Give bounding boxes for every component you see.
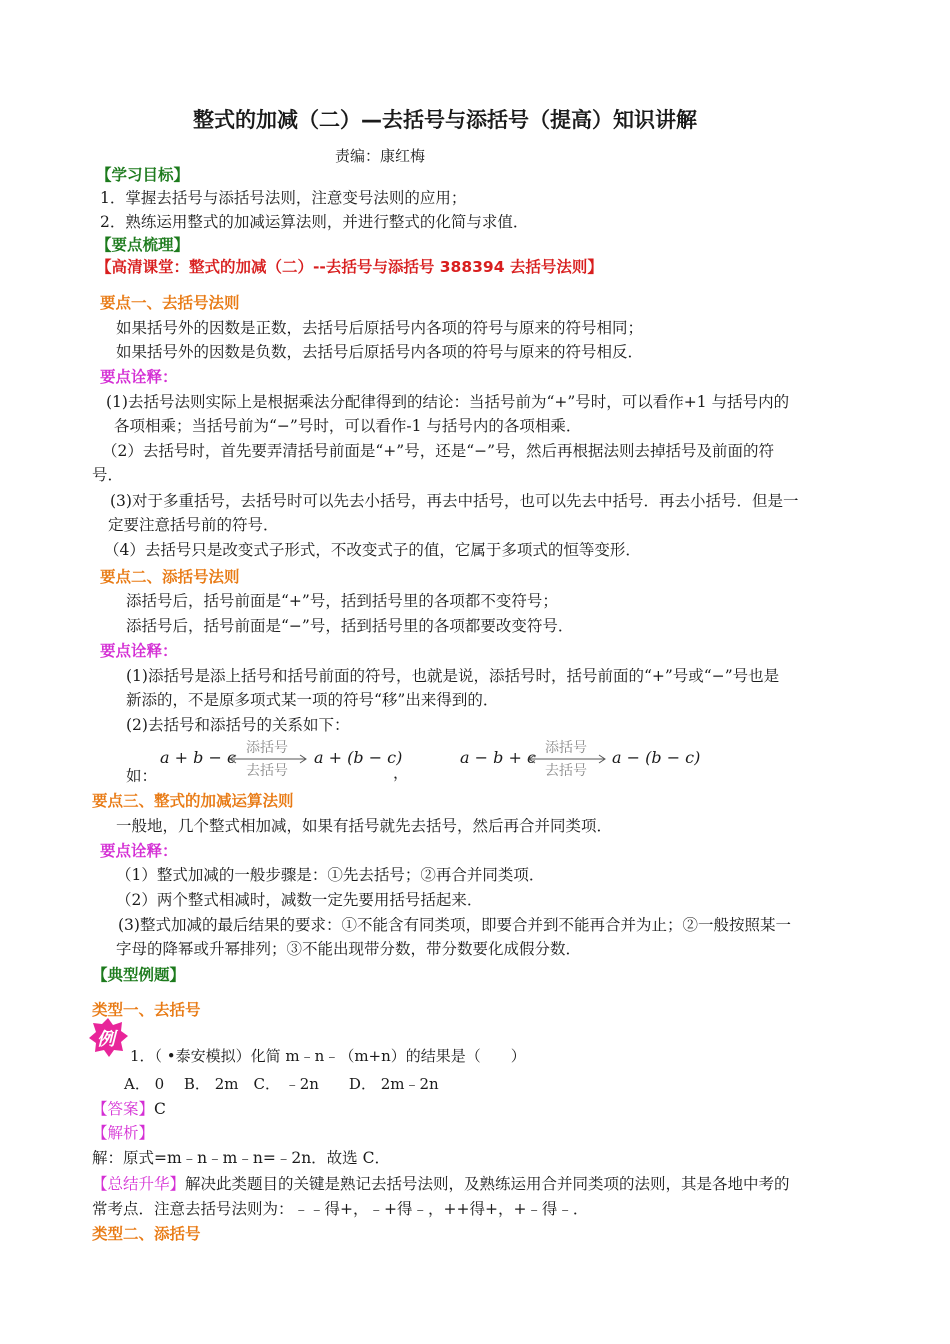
point2-note: (2)去括号和添括号的关系如下：	[126, 716, 350, 734]
formula1-right: a + (b − c)	[314, 748, 403, 767]
question-1: 1．（ •泰安模拟）化简 m﹣n﹣（m+n）的结果是（ ）	[130, 1047, 526, 1065]
point1-line: 如果括号外的因数是负数，去括号后原括号内各项的符号与原来的符号相反．	[116, 343, 644, 361]
point1-note: (1)去括号法则实际上是根据乘法分配律得到的结论：当括号前为“+”号时，可以看作+1 与括号内的	[106, 393, 790, 411]
point2-note-heading: 要点诠释：	[100, 642, 178, 660]
example-badge	[88, 1017, 128, 1057]
point1-note: 号．	[92, 466, 124, 484]
point1-line: 如果括号外的因数是正数，去括号后原括号内各项的符号与原来的符号相同；	[116, 319, 644, 337]
page-title: 整式的加减（二）—去括号与添括号（提高）知识讲解	[193, 108, 697, 132]
formula-comma: ，	[393, 764, 409, 782]
point3-note-heading: 要点诠释：	[100, 842, 178, 860]
point1-note-heading: 要点诠释：	[100, 368, 178, 386]
solution-line: 解：原式=m﹣n﹣m﹣n=﹣2n．故选 C．	[92, 1149, 390, 1167]
formula1-arrow-bottom: 去括号	[246, 763, 288, 779]
point3-note: （1）整式加减的一般步骤是：①先去括号；②再合并同类项．	[116, 866, 545, 884]
point2-note: 新添的，不是原多项式某一项的符号“移”出来得到的．	[126, 691, 499, 709]
example-prefix: 如：	[126, 767, 158, 785]
badge-label: 例	[97, 1029, 115, 1050]
goal-item: 2．熟练运用整式的加减运算法则，并进行整式的化简与求值．	[100, 213, 529, 231]
formula1-double-arrow-icon	[228, 752, 308, 766]
formula2-left: a − b + c	[460, 748, 536, 767]
point2-note: (1)添括号是添上括号和括号前面的符号，也就是说，添括号时，括号前面的“+”号或“−”号也是	[126, 667, 780, 685]
formula2-right: a − (b − c)	[612, 748, 701, 767]
point1-note: (3)对于多重括号，去括号时可以先去小括号，再去中括号，也可以先去中括号．再去小括号．但是一	[110, 492, 799, 510]
point1-note: （2）去括号时，首先要弄清括号前面是“+”号，还是“−”号，然后再根据法则去掉括号及前面的符	[102, 442, 775, 460]
point2-heading: 要点二、添括号法则	[100, 568, 240, 586]
type2-heading: 类型二、添括号	[92, 1225, 201, 1243]
summary-line-2: 常考点．注意去括号法则为：﹣﹣得+，﹣+得﹣，++得+，+﹣得﹣．	[92, 1200, 589, 1218]
video-link[interactable]: 【高清课堂：整式的加减（二）--去括号与添括号 388394 去括号法则】	[96, 258, 603, 276]
point3-note: 字母的降幂或升幂排列；③不能出现带分数，带分数要化成假分数．	[116, 940, 582, 958]
analysis-label: 【解析】	[92, 1124, 155, 1142]
point3-note: (3)整式加减的最后结果的要求：①不能含有同类项，即要合并到不能再合并为止；②一般按照某一	[118, 916, 791, 934]
formula1-left: a + b − c	[160, 748, 236, 767]
summary-row	[92, 1173, 790, 1195]
examples-heading: 【典型例题】	[92, 966, 186, 984]
point1-note: 定要注意括号前的符号．	[108, 516, 279, 534]
summary-heading: 【要点梳理】	[96, 236, 190, 254]
point1-heading: 要点一、去括号法则	[100, 294, 240, 312]
question-1-options: A． 0 B． 2m C． ﹣2n D． 2m﹣2n	[124, 1075, 439, 1093]
point2-line: 添括号后，括号前面是“−”号，括到括号里的各项都要改变符号．	[126, 617, 574, 635]
answer-value: C	[154, 1100, 166, 1118]
answer-row	[92, 1098, 166, 1120]
summary-label: 【总结升华】	[92, 1175, 186, 1193]
point2-line: 添括号后，括号前面是“+”号，括到括号里的各项都不变符号；	[126, 592, 558, 610]
formula2-arrow-bottom: 去括号	[545, 763, 587, 779]
formula1-arrow-top: 添括号	[246, 740, 288, 756]
summary-line-1: 解决此类题目的关键是熟记去括号法则，及熟练运用合并同类项的法则，其是各地中考的	[185, 1175, 790, 1193]
goal-item: 1．掌握去括号与添括号法则，注意变号法则的应用；	[100, 189, 467, 207]
point1-note: 各项相乘；当括号前为“−”号时，可以看作-1 与括号内的各项相乘．	[114, 417, 582, 435]
formula2-arrow-top: 添括号	[545, 740, 587, 756]
goals-heading: 【学习目标】	[96, 166, 190, 184]
type1-heading: 类型一、去括号	[92, 1001, 201, 1019]
point1-note: （4）去括号只是改变式子形式，不改变式子的值，它属于多项式的恒等变形．	[104, 541, 641, 559]
editor-credit: 责编：康红梅	[335, 147, 426, 165]
answer-label: 【答案】	[92, 1100, 155, 1118]
point3-heading: 要点三、整式的加减运算法则	[92, 792, 294, 810]
formula2-double-arrow-icon	[527, 752, 607, 766]
point3-line: 一般地，几个整式相加减，如果有括号就先去括号，然后再合并同类项．	[116, 817, 613, 835]
point3-note: （2）两个整式相减时，减数一定先要用括号括起来．	[116, 891, 483, 909]
